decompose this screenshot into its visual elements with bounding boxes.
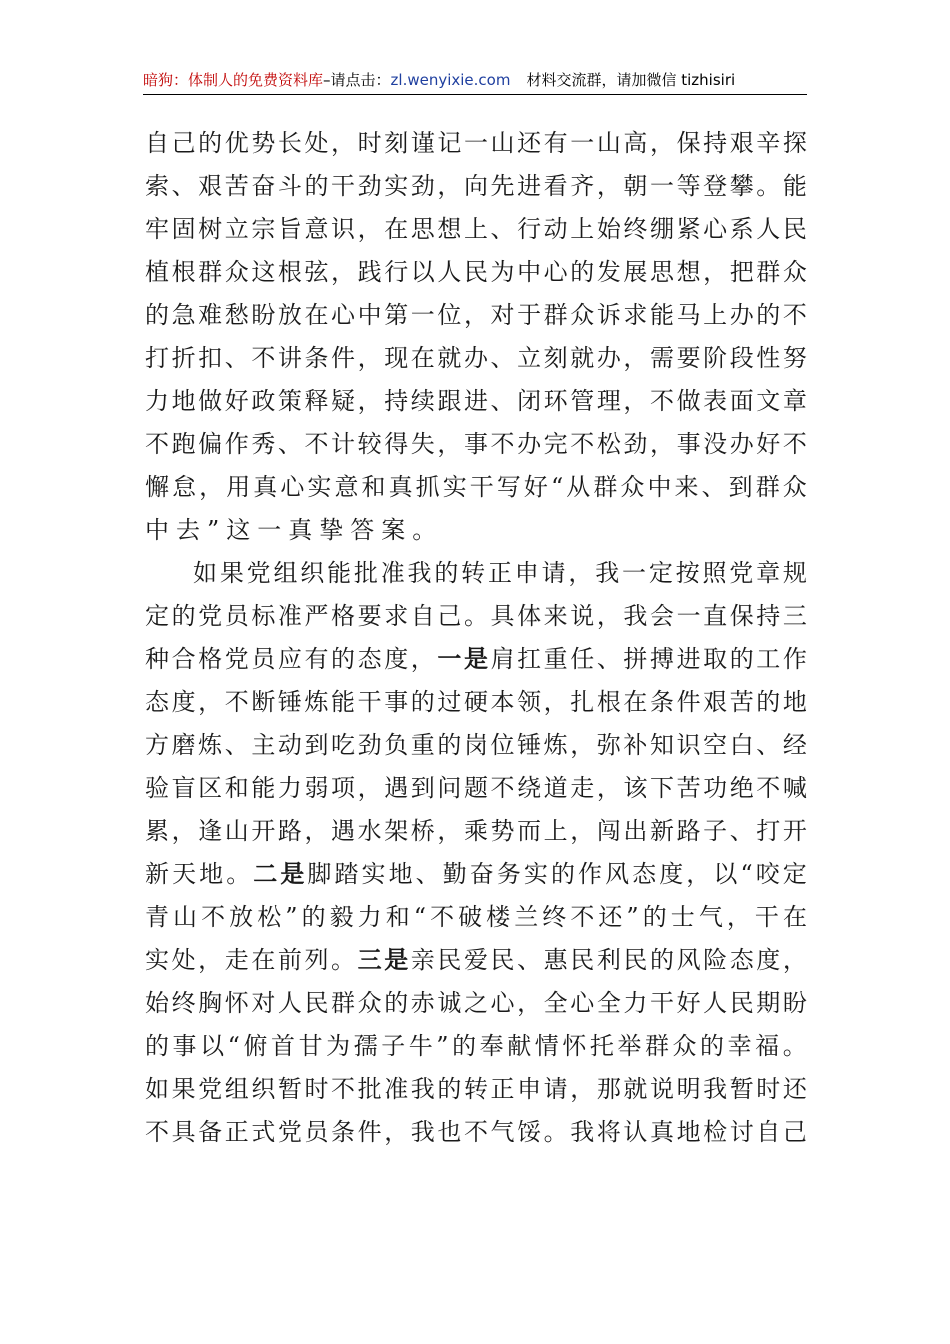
text-line: 方 磨 炼 、 主 动 到 吃 劲 负 重 的 岗 位 锤 炼 ， 弥 补 知 识 空 白 、 经 [145, 731, 807, 759]
header-divider [143, 94, 807, 95]
text-line: 如 果 党 组 织 能 批 准 我 的 转 正 申 请 ， 我 一 定 按 照 党 章 规 [193, 559, 807, 587]
text-line: 始 终 胸 怀 对 人 民 群 众 的 赤 诚 之 心 ， 全 心 全 力 干 好 人 民 期 盼 [145, 989, 807, 1017]
text-line: 实 处 ， 走 在 前 列 。 三 是 亲 民 爱 民 、 惠 民 利 民 的 风 险 态 度 ， [145, 946, 807, 974]
text-line: 打 折 扣 、 不 讲 条 件 ， 现 在 就 办 、 立 刻 就 办 ， 需 要 阶 段 性 努 [145, 344, 807, 372]
text-line: 如 果 党 组 织 暂 时 不 批 准 我 的 转 正 申 请 ， 那 就 说 明 我 暂 时 还 [145, 1075, 807, 1103]
text-line: 植 根 群 众 这 根 弦 ， 践 行 以 人 民 为 中 心 的 发 展 思 想 ， 把 群 众 [145, 258, 807, 286]
text-line: 牢 固 树 立 宗 旨 意 识 ， 在 思 想 上 、 行 动 上 始 终 绷 紧 心 系 人 民 [145, 215, 807, 243]
text-line: 的 事 以 “ 俯 首 甘 为 孺 子 牛 ” 的 奉 献 情 怀 托 举 群 众 的 幸 福 。 [145, 1032, 807, 1060]
text-line: 中 去 ” 这 一 真 挚 答 案 。 [145, 516, 444, 544]
header-brand: 暗狗：体制人的免费资料库 [143, 71, 324, 89]
text-line: 定 的 党 员 标 准 严 格 要 求 自 己 。 具 体 来 说 ， 我 会 一 直 保 持 三 [145, 602, 807, 630]
text-line: 懈 怠 ， 用 真 心 实 意 和 真 抓 实 干 写 好 “ 从 群 众 中 来 、 到 群 众 [145, 473, 807, 501]
document-body [145, 122, 807, 1154]
text-line: 新 天 地 。 二 是 脚 踏 实 地 、 勤 奋 务 实 的 作 风 态 度 ， 以 “ 咬 定 [145, 860, 807, 888]
header-prompt: –请点击： [323, 71, 391, 89]
text-line: 验 盲 区 和 能 力 弱 项 ， 遇 到 问 题 不 绕 道 走 ， 该 下 苦 功 绝 不 喊 [145, 774, 807, 802]
text-line: 不 具 备 正 式 党 员 条 件 ， 我 也 不 气 馁 。 我 将 认 真 地 检 讨 自 己 [145, 1118, 807, 1146]
text-line: 的 急 难 愁 盼 放 在 心 中 第 一 位 ， 对 于 群 众 诉 求 能 马 上 办 的 不 [145, 301, 807, 329]
text-line: 种 合 格 党 员 应 有 的 态 度 ， 一 是 肩 扛 重 任 、 拼 搏 进 取 的 工 作 [145, 645, 807, 673]
header-contact: 材料交流群，请加微信 tizhisiri [526, 71, 736, 89]
text-line: 自 己 的 优 势 长 处 ， 时 刻 谨 记 一 山 还 有 一 山 高 ， 保 持 艰 辛 探 [145, 129, 807, 157]
text-line: 索 、 艰 苦 奋 斗 的 干 劲 实 劲 ， 向 先 进 看 齐 ， 朝 一 等 登 攀 。 能 [145, 172, 807, 200]
text-line: 态 度 ， 不 断 锤 炼 能 干 事 的 过 硬 本 领 ， 扎 根 在 条 件 艰 苦 的 地 [145, 688, 807, 716]
text-line: 力 地 做 好 政 策 释 疑 ， 持 续 跟 进 、 闭 环 管 理 ， 不 做 表 面 文 章 [145, 387, 807, 415]
page-header [143, 66, 807, 94]
text-line: 不 跑 偏 作 秀 、 不 计 较 得 失 ， 事 不 办 完 不 松 劲 ， 事 没 办 好 不 [145, 430, 807, 458]
text-line: 青 山 不 放 松 ” 的 毅 力 和 “ 不 破 楼 兰 终 不 还 ” 的 士 气 ， 干 在 [145, 903, 807, 931]
header-url-link[interactable]: zl.wenyixie.com [390, 71, 511, 89]
text-line: 累 ， 逢 山 开 路 ， 遇 水 架 桥 ， 乘 势 而 上 ， 闯 出 新 路 子 、 打 开 [145, 817, 807, 845]
